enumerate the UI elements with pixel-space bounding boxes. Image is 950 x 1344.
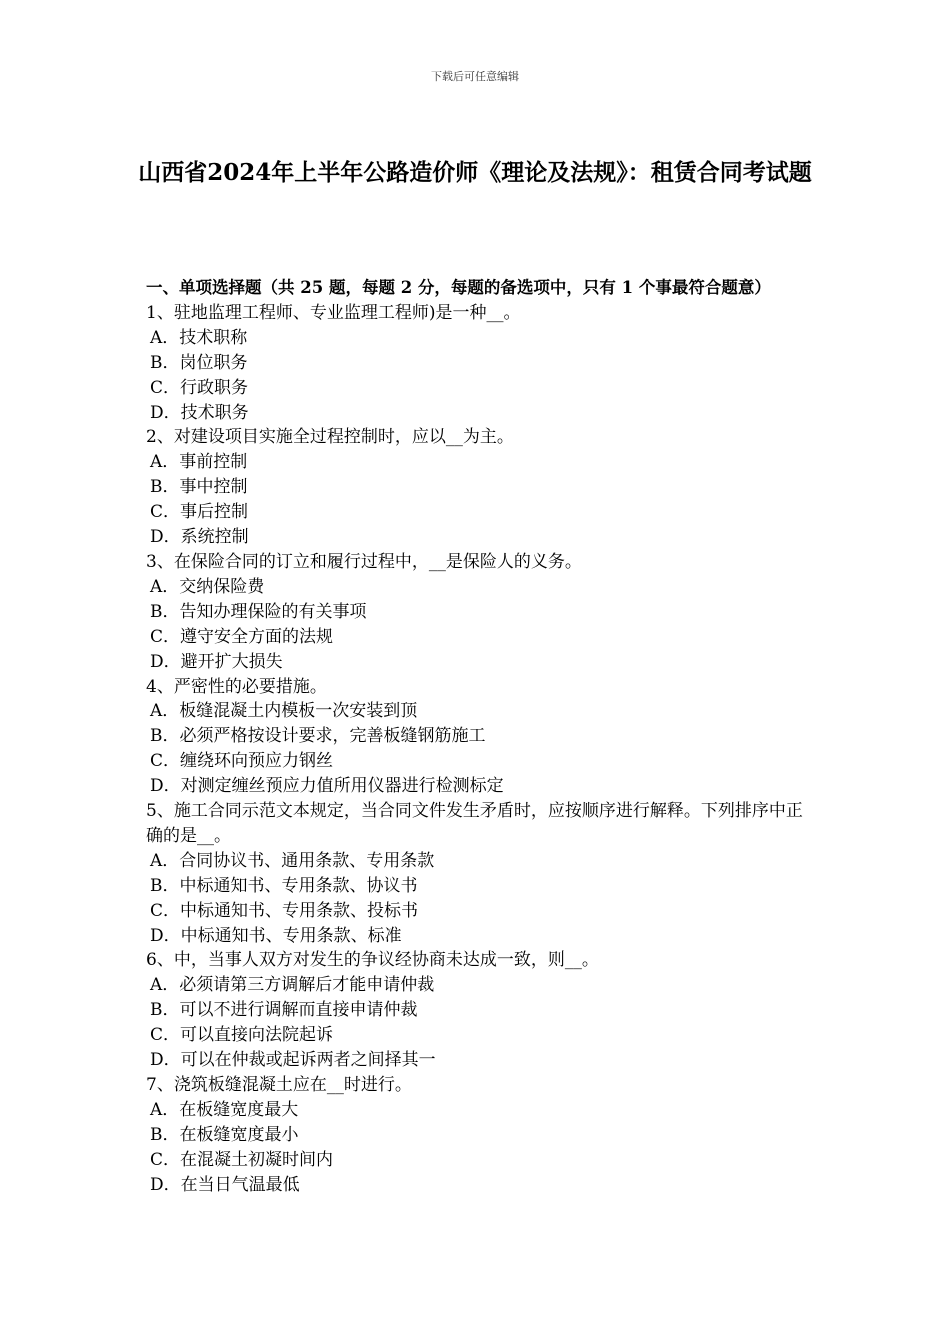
question-1 [146,301,811,426]
question-stem: 3、在保险合同的订立和履行过程中，__是保险人的义务。 [146,551,582,572]
option-c: C．中标通知书、专用条款、投标书 [150,900,419,921]
question-2 [146,425,811,550]
question-stem: 6、中，当事人双方对发生的争议经协商未达成一致，则__。 [146,950,599,971]
document-body [146,276,811,1198]
option-a: A．在板缝宽度最大 [150,1099,299,1120]
question-7 [146,1073,811,1198]
option-b: B．告知办理保险的有关事项 [150,601,367,622]
header-note: 下载后可任意编辑 [431,70,519,83]
question-stem: 1、驻地监理工程师、专业监理工程师)是一种__。 [146,302,521,323]
question-4 [146,675,811,800]
question-6 [146,948,811,1073]
question-5 [146,799,811,948]
option-d: D．技术职务 [150,402,249,423]
option-d: D．对测定缠丝预应力值所用仪器进行检测标定 [150,776,504,797]
option-d: D．避开扩大损失 [150,651,283,672]
question-stem: 7、浇筑板缝混凝土应在__时进行。 [146,1075,412,1095]
question-stem: 2、对建设项目实施全过程控制时，应以__为主。 [146,427,514,448]
option-b: B．事中控制 [150,477,248,498]
option-b: B．在板缝宽度最小 [150,1124,299,1145]
option-a: A．合同协议书、通用条款、专用条款 [150,850,435,871]
option-c: C．遵守安全方面的法规 [150,626,334,647]
option-b: B．必须严格按设计要求，完善板缝钢筋施工 [150,726,486,747]
question-stem: 5、施工合同示范文本规定，当合同文件发生矛盾时，应按顺序进行解释。下列排序中正确的是__。 [146,801,803,846]
question-stem: 4、严密性的必要措施。 [146,676,327,697]
option-b: B．岗位职务 [150,352,248,373]
question-3 [146,550,811,675]
option-c: C．在混凝土初凝时间内 [150,1149,334,1170]
option-d: D．在当日气温最低 [150,1174,300,1195]
option-a: A．必须请第三方调解后才能申请仲裁 [150,975,435,996]
option-c: C．事后控制 [150,502,249,523]
option-a: A．技术职称 [150,327,248,348]
option-c: C．可以直接向法院起诉 [150,1025,334,1046]
page-title: 山西省2024年上半年公路造价师《理论及法规》：租赁合同考试题 [138,159,812,186]
option-b: B．中标通知书、专用条款、协议书 [150,875,418,896]
option-b: B．可以不进行调解而直接申请仲裁 [150,1000,418,1021]
option-a: A．交纳保险费 [150,576,265,597]
option-d: D．中标通知书、专用条款、标准 [150,925,402,946]
option-a: A．事前控制 [150,452,248,473]
option-a: A．板缝混凝土内模板一次安装到顶 [150,701,418,722]
option-c: C．缠绕环向预应力钢丝 [150,751,334,772]
section-heading: 一、单项选择题（共 25 题，每题 2 分，每题的备选项中，只有 1 个事最符合题意） [146,278,771,297]
option-d: D．可以在仲裁或起诉两者之间择其一 [150,1050,436,1071]
option-c: C．行政职务 [150,377,249,398]
option-d: D．系统控制 [150,527,249,548]
